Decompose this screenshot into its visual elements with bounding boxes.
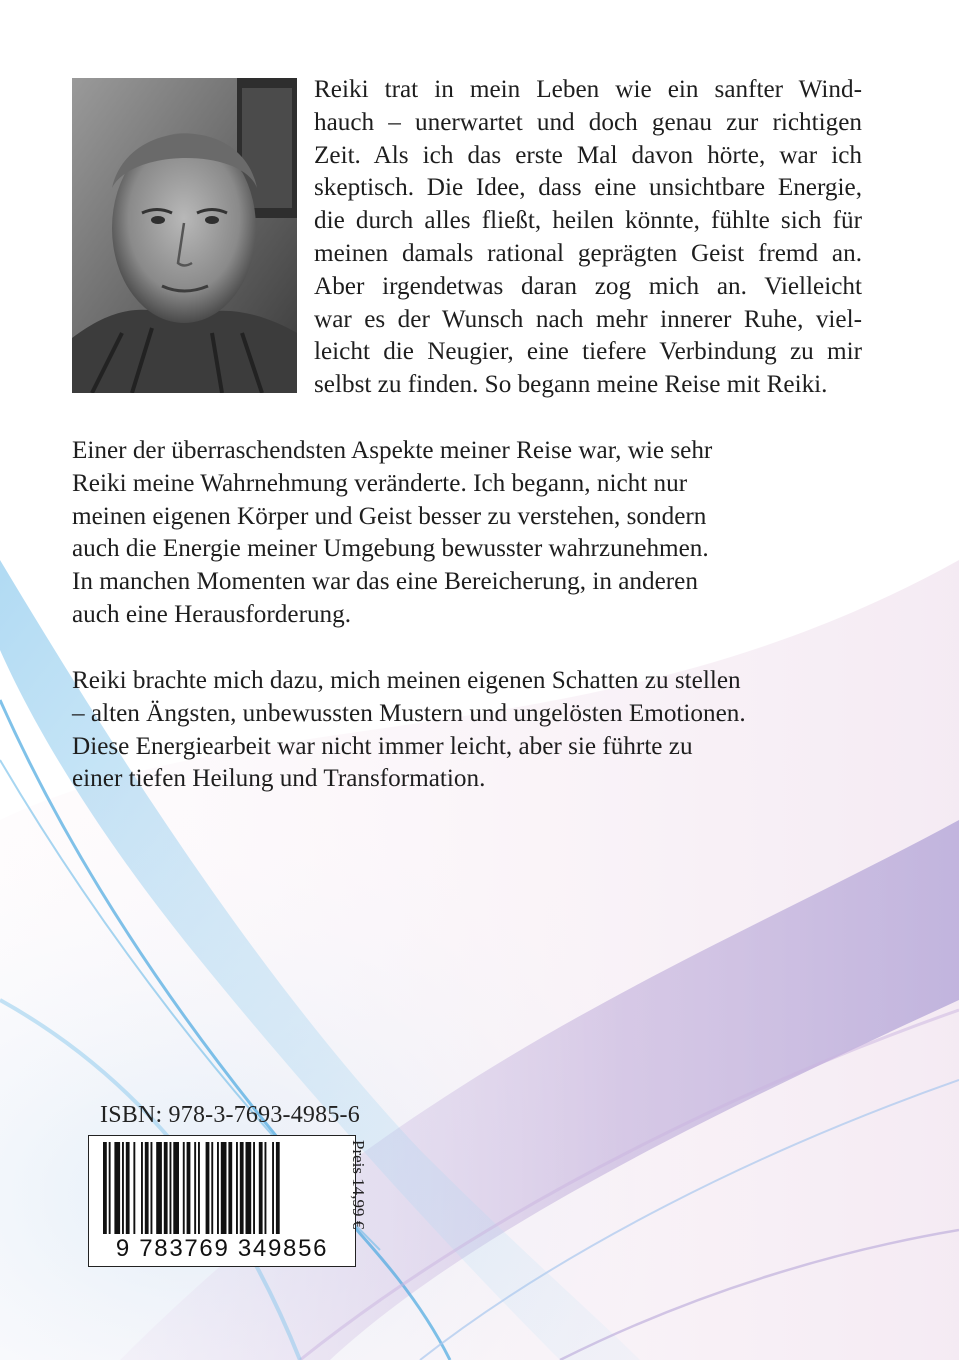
barcode-bar: [164, 1142, 168, 1234]
second-paragraph: [72, 435, 872, 632]
barcode-bar: [173, 1142, 179, 1234]
text-line: Reiki brachte mich dazu, mich meinen eigenen Schatten zu stellen: [72, 667, 741, 694]
text-line: meinen eigenen Körper und Geist besser zu verstehen, sondern: [72, 502, 707, 530]
text-line: Zeit. Als ich das erste Mal davon hörte, war ich: [314, 141, 862, 169]
text-line: meinen damals rational geprägten Geist fremd an.: [314, 239, 862, 267]
author-photo: [72, 78, 297, 393]
barcode-bar: [246, 1142, 252, 1234]
barcode-bar: [217, 1142, 219, 1234]
text-line: auch eine Herausforderung.: [72, 600, 352, 628]
barcode-bar: [228, 1142, 232, 1234]
text-line: leicht die Neugier, eine tiefere Verbindung zu mir: [314, 338, 862, 366]
text-line: skeptisch. Die Idee, dass eine unsichtbare Energie,: [314, 174, 862, 202]
barcode-bar: [253, 1142, 255, 1234]
third-paragraph: [72, 665, 872, 796]
text-line: – alten Ängsten, unbewussten Mustern und ungelösten Emotionen.: [72, 699, 746, 727]
barcode-bar: [133, 1142, 135, 1234]
text-line: Aber irgendetwas daran zog mich an. Vielleicht: [314, 272, 862, 300]
barcode-bar: [276, 1142, 280, 1234]
barcode-bar: [114, 1142, 120, 1234]
text-line: Reiki meine Wahrnehmung veränderte. Ich begann, nicht nur: [72, 469, 688, 497]
barcode-bar: [126, 1142, 130, 1234]
barcode-bar: [170, 1142, 172, 1234]
barcode-bar: [194, 1142, 196, 1234]
barcode-bar: [240, 1142, 244, 1234]
barcode: [88, 1135, 356, 1267]
barcode-bar: [122, 1142, 124, 1234]
barcode-bar: [206, 1142, 210, 1234]
barcode-bar: [109, 1142, 111, 1234]
barcode-bar: [236, 1142, 238, 1234]
intro-paragraph: [314, 74, 862, 402]
barcode-digits: 9 783769 349856: [115, 1235, 329, 1262]
barcode-bar: [151, 1142, 153, 1234]
barcode-bar: [187, 1142, 191, 1234]
text-line: Einer der überraschendsten Aspekte meiner Reise war, wie sehr: [72, 437, 713, 464]
text-line: auch die Energie meiner Umgebung bewusster wahrzunehmen.: [72, 535, 709, 563]
text-line: war es der Wunsch nach mehr innerer Ruhe, viel-: [314, 305, 862, 333]
text-line: selbst zu finden. So begann meine Reise mit Reiki.: [314, 371, 828, 399]
barcode-bar: [103, 1142, 107, 1234]
text-line: die durch alles fließt, heilen könnte, fühlte sich für: [314, 207, 862, 235]
price-label: Preis 14,99 €: [349, 1140, 368, 1230]
isbn-label: ISBN: 978-3-7693-4985-6: [100, 1102, 360, 1128]
barcode-bar: [272, 1142, 274, 1234]
barcode-bar: [259, 1142, 263, 1234]
barcode-bar: [198, 1142, 200, 1234]
barcode-bar: [221, 1142, 227, 1234]
text-line: hauch – unerwartet und doch genau zur richtigen: [314, 108, 862, 136]
text-line: einer tiefen Heilung und Transformation.: [72, 765, 486, 793]
barcode-bar: [156, 1142, 162, 1234]
barcode-bar: [183, 1142, 185, 1234]
barcode-bar: [145, 1142, 149, 1234]
text-line: In manchen Momenten war das eine Bereicherung, in anderen: [72, 568, 698, 596]
barcode-bar: [265, 1142, 267, 1234]
barcode-bar: [141, 1142, 143, 1234]
barcode-bar: [211, 1142, 213, 1234]
text-line: Diese Energiearbeit war nicht immer leicht, aber sie führte zu: [72, 732, 693, 760]
text-line: Reiki trat in mein Leben wie ein sanfter Wind-: [314, 76, 862, 103]
